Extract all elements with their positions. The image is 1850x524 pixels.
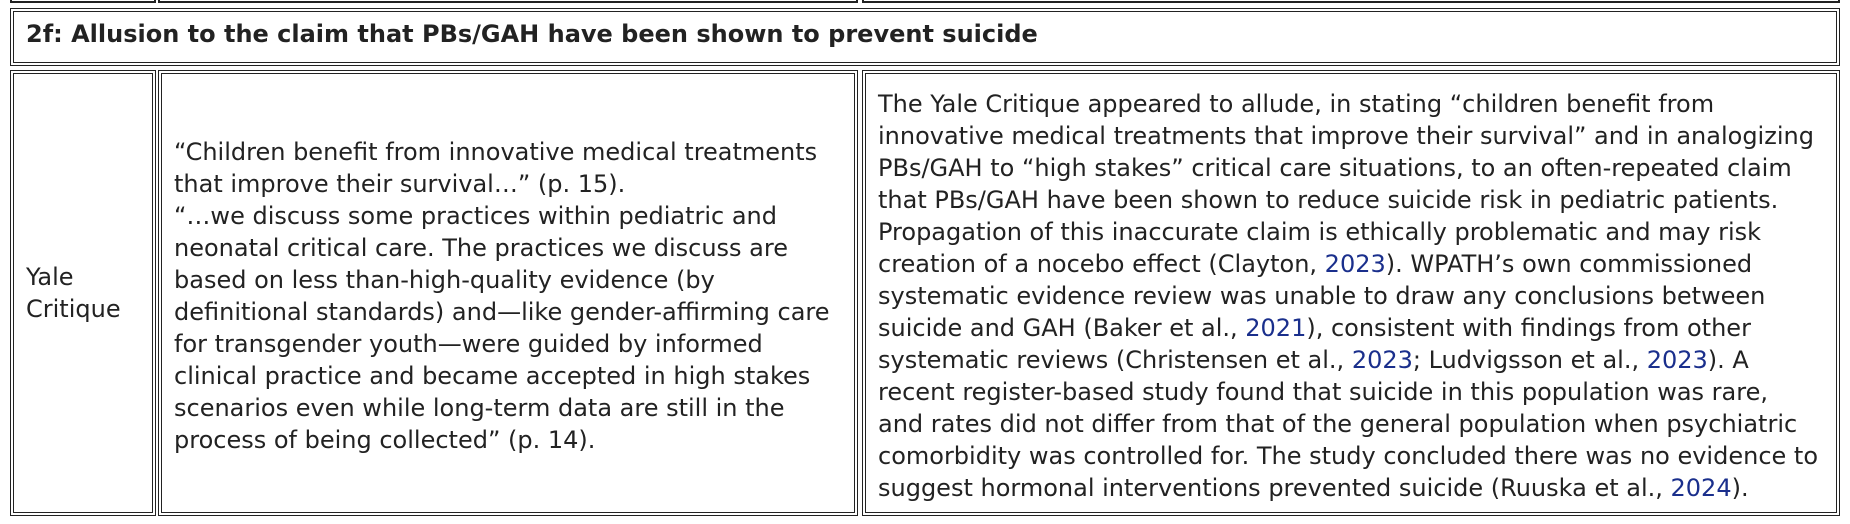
quote-line: scenarios even while long-term data are still in the (174, 394, 785, 422)
commentary-line (878, 472, 1832, 504)
citation-link[interactable]: 2023 (1351, 346, 1413, 374)
commentary-text-span: ). A (1707, 346, 1749, 374)
quote-line: that improve their survival…” (p. 15). (174, 170, 626, 198)
section-heading-row (10, 8, 1840, 66)
commentary-line: recent register-based study found that suicide in this population was rare, (878, 378, 1768, 406)
commentary-text-span: systematic reviews (Christensen et al., (878, 346, 1352, 374)
commentary-line (878, 248, 1832, 280)
commentary-text-span: suicide and GAH (Baker et al., (878, 314, 1246, 342)
row-label-line: Yale (26, 263, 74, 291)
quote-line: based on less than-high-quality evidence (by (174, 266, 715, 294)
commentary-text-span: ), consistent with findings from other (1306, 314, 1751, 342)
quote-line: “Children benefit from innovative medical treatments (174, 138, 818, 166)
commentary-line: The Yale Critique appeared to allude, in stating “children benefit from (878, 90, 1715, 118)
section-heading: 2f: Allusion to the claim that PBs/GAH have been shown to prevent suicide (26, 20, 1038, 48)
quote-line: “…we discuss some practices within pediatric and (174, 202, 777, 230)
commentary-text-span: ; Ludvigsson et al., (1412, 346, 1647, 374)
quote-line: clinical practice and became accepted in high stakes (174, 362, 811, 390)
commentary-line: that PBs/GAH have been shown to reduce suicide risk in pediatric patients. (878, 186, 1779, 214)
row-label (26, 74, 146, 512)
citation-link[interactable]: 2021 (1245, 314, 1307, 342)
commentary-text (878, 88, 1832, 504)
commentary-line: comorbidity was controlled for. The study concluded there was no evidence to (878, 442, 1818, 470)
row-label-line: Critique (26, 295, 121, 323)
commentary-cell (862, 70, 1840, 516)
quote-text (174, 136, 848, 456)
commentary-text-span: ). (1731, 474, 1749, 502)
quote-line: neonatal critical care. The practices we discuss are (174, 234, 788, 262)
commentary-text-span: creation of a nocebo effect (Clayton, (878, 250, 1325, 278)
commentary-line: and rates did not differ from that of the general population when psychiatric (878, 410, 1798, 438)
citation-link[interactable]: 2023 (1646, 346, 1708, 374)
previous-row-edge (0, 0, 1850, 4)
quote-line: for transgender youth—were guided by informed (174, 330, 763, 358)
commentary-line: Propagation of this inaccurate claim is ethically problematic and may risk (878, 218, 1762, 246)
commentary-line (878, 312, 1832, 344)
commentary-line: innovative medical treatments that improve their survival” and in analogizing (878, 122, 1814, 150)
commentary-line (878, 344, 1832, 376)
commentary-text-span: suggest hormonal interventions prevented suicide (Ruuska et al., (878, 474, 1671, 502)
row-label-cell (10, 70, 156, 516)
citation-link[interactable]: 2023 (1324, 250, 1386, 278)
commentary-line: PBs/GAH to “high stakes” critical care situations, to an often-repeated claim (878, 154, 1792, 182)
quote-line: process of being collected” (p. 14). (174, 426, 596, 454)
section-heading-cell (13, 11, 1837, 63)
commentary-line: systematic evidence review was unable to draw any conclusions between (878, 282, 1766, 310)
quote-cell (158, 70, 858, 516)
quote-line: definitional standards) and—like gender-affirming care (174, 298, 830, 326)
commentary-text-span: ). WPATH’s own commissioned (1385, 250, 1753, 278)
citation-link[interactable]: 2024 (1670, 474, 1732, 502)
